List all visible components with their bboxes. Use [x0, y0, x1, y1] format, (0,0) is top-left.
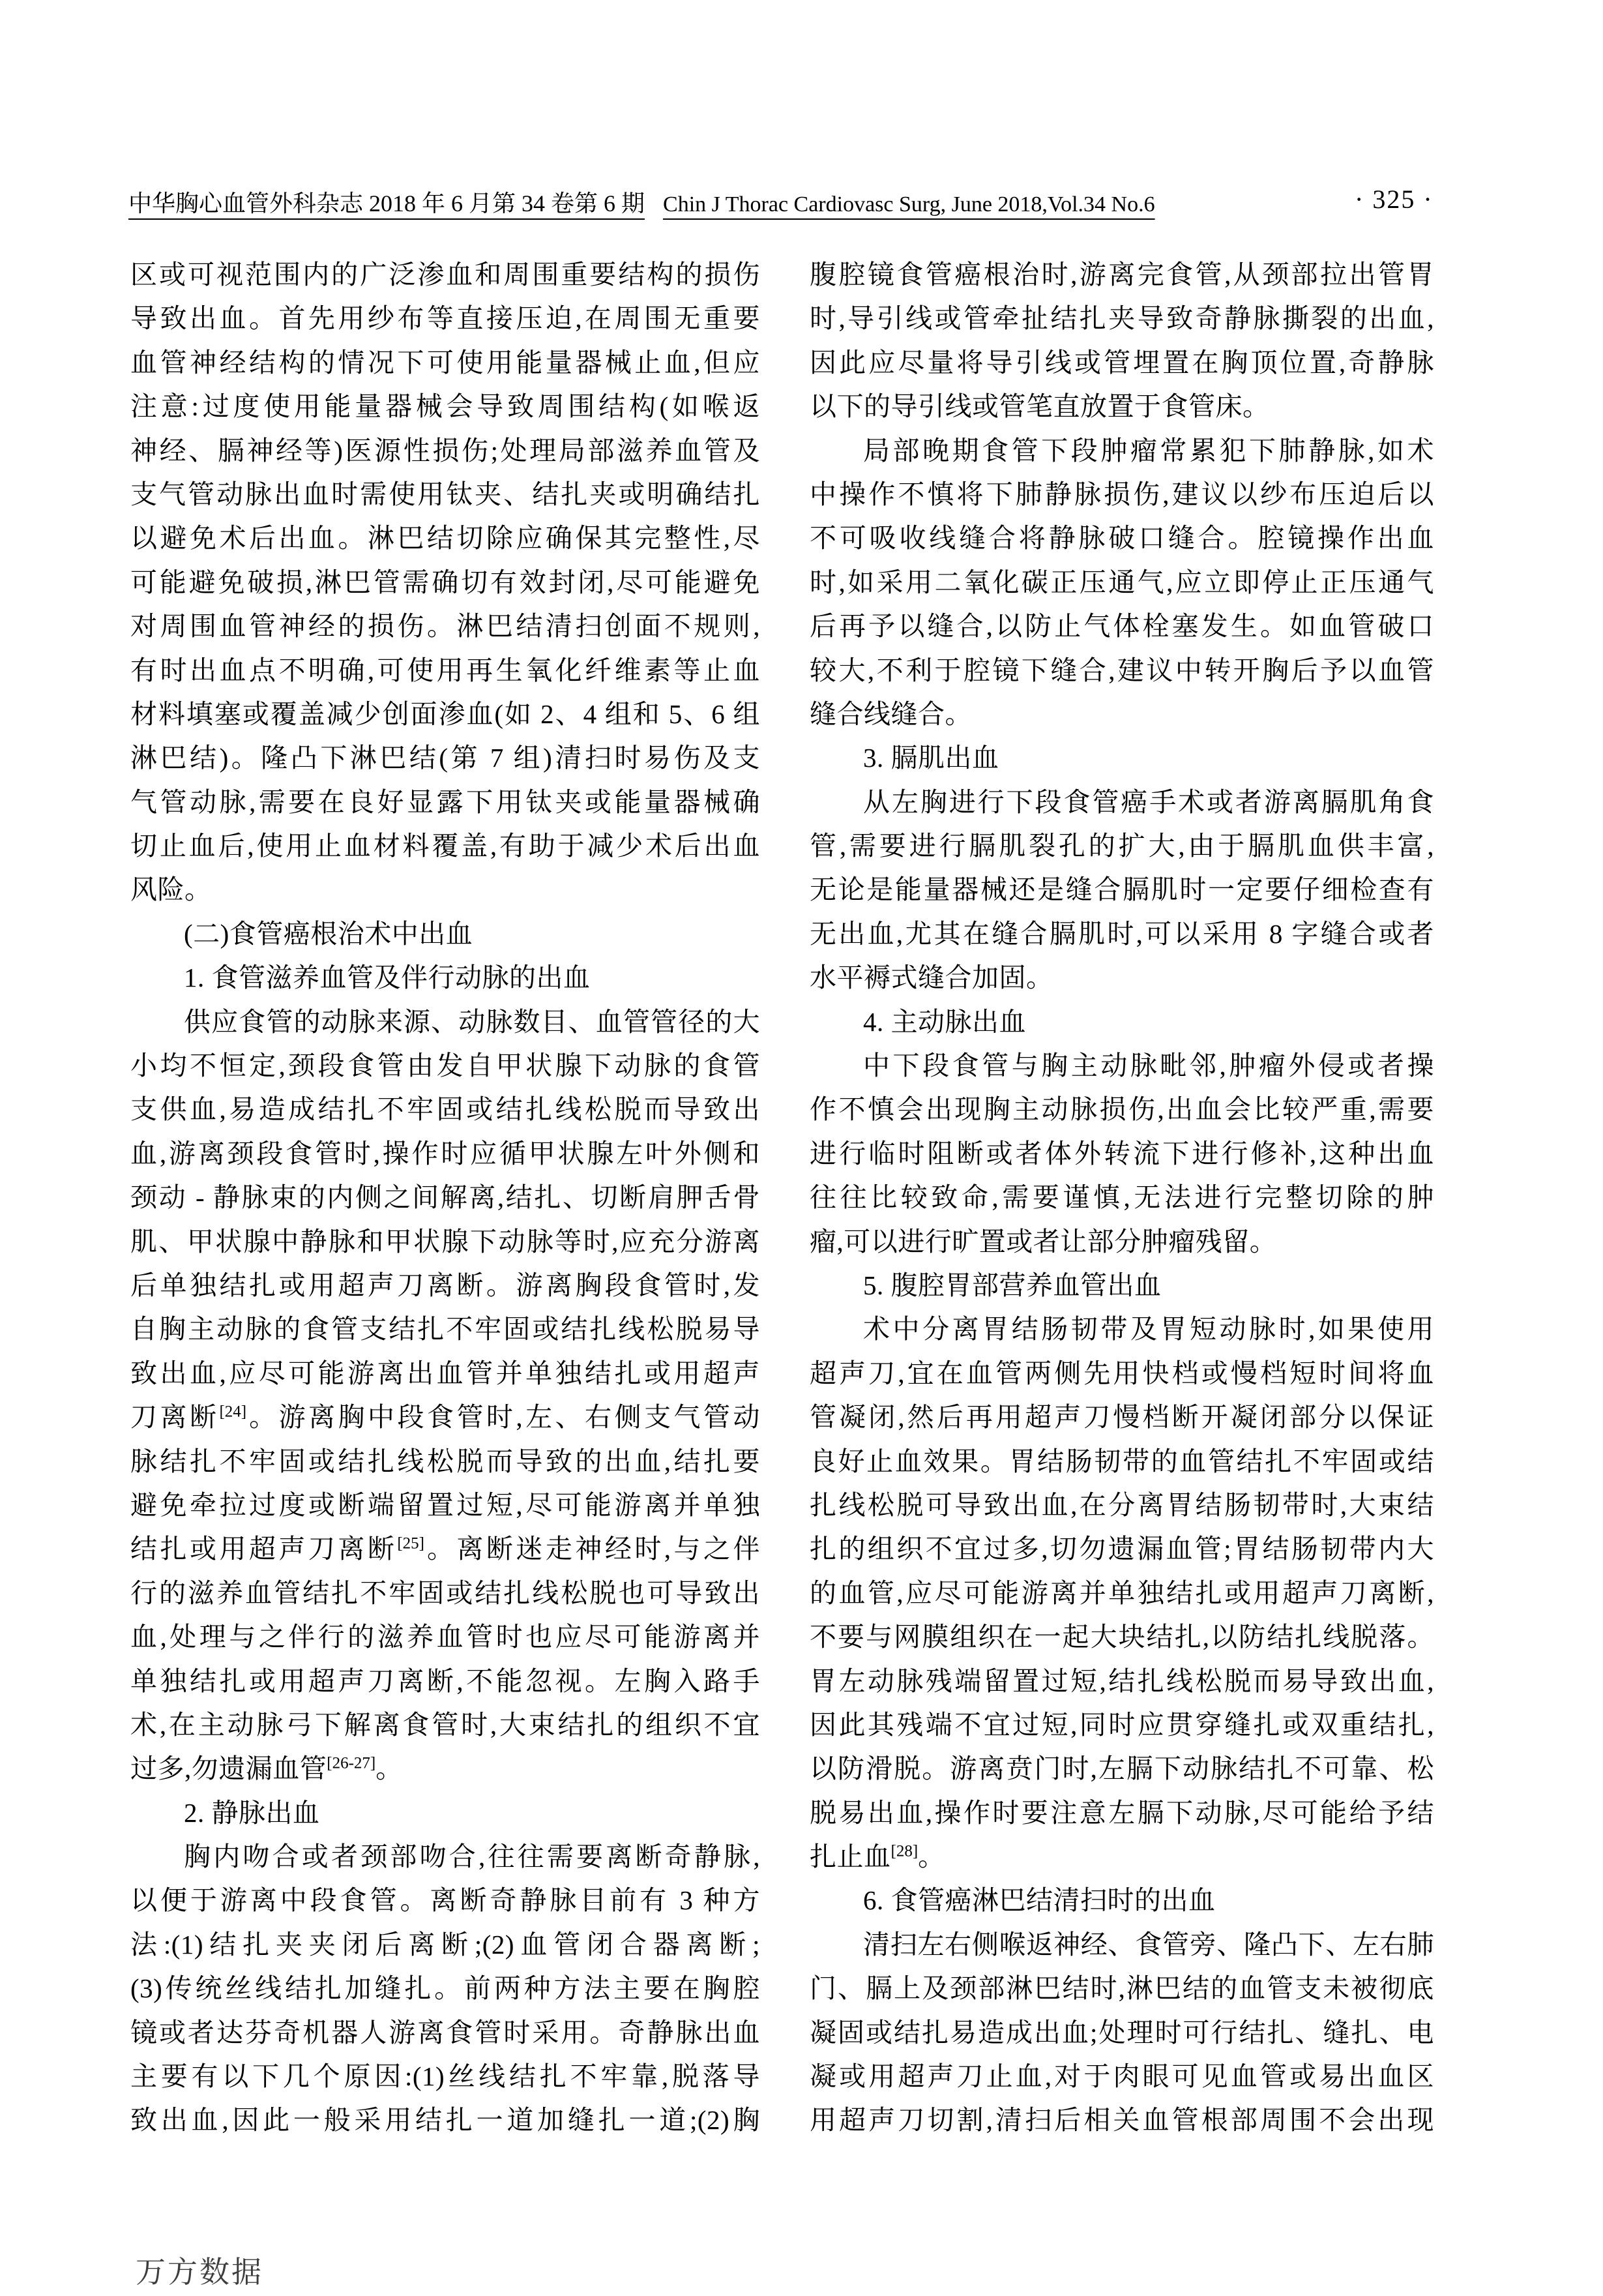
citation-ref: [25]	[397, 1534, 424, 1553]
text-line: 因此其残端不宜过短,同时应贯穿缝扎或双重结扎,	[810, 1709, 1434, 1740]
text-line: 超声刀,宜在血管两侧先用快档或慢档短时间将血	[810, 1358, 1434, 1388]
journal-title-en: Chin J Thorac Cardiovasc Surg, June 2018,Vol.34 No.6	[663, 192, 1155, 216]
text-line: 脉结扎不牢固或结扎线松脱而导致的出血,结扎要	[130, 1446, 760, 1476]
text-line: 法:(1)结扎夹夹闭后离断;(2)血管闭合器离断;	[130, 1929, 760, 1960]
citation-ref: [24]	[219, 1403, 247, 1421]
text-line: 胸内吻合或者颈部吻合,往往需要离断奇静脉,	[184, 1841, 760, 1872]
text-line: 往往比较致命,需要谨慎,无法进行完整切除的肿	[810, 1182, 1434, 1213]
text-line: 1. 食管滋养血管及伴行动脉的出血	[184, 962, 591, 993]
text-line: 支气管动脉出血时需使用钛夹、结扎夹或明确结扎	[130, 479, 760, 509]
text-line: 血,游离颈段食管时,操作时应循甲状腺左叶外侧和	[130, 1138, 760, 1169]
text-line: 致出血,因此一般采用结扎一道加缝扎一道;(2)胸	[130, 2105, 760, 2136]
text-line: 镜或者达芬奇机器人游离食管时采用。奇静脉出血	[130, 2017, 760, 2048]
text-line: 水平褥式缝合加固。	[810, 962, 1053, 993]
text-line: 不要与网膜组织在一起大块结扎,以防结扎线脱落。	[810, 1622, 1434, 1652]
text-line: (二)食管癌根治术中出血	[184, 918, 473, 949]
text-line: 清扫左右侧喉返神经、食管旁、隆凸下、左右肺	[863, 1929, 1434, 1960]
text-line: 切止血后,使用止血材料覆盖,有助于减少术后出血	[130, 831, 760, 861]
text-line: 管凝闭,然后再用超声刀慢档断开凝闭部分以保证	[810, 1402, 1434, 1433]
text-line: 结扎或用超声刀离断[25]。离断迷走神经时,与之伴	[130, 1534, 761, 1564]
text-line: 术,在主动脉弓下解离食管时,大束结扎的组织不宜	[130, 1709, 760, 1740]
text-line: 2. 静脉出血	[184, 1797, 320, 1828]
text-line: 以避免术后出血。淋巴结切除应确保其完整性,尽	[130, 523, 760, 554]
right-column	[810, 253, 1434, 2143]
text-line: 5. 腹腔胃部营养血管出血	[863, 1270, 1162, 1300]
text-line: 风险。	[130, 874, 212, 905]
text-line: 脱易出血,操作时要注意左膈下动脉,尽可能给予结	[810, 1797, 1434, 1828]
text-line: 致出血,应尽可能游离出血管并单独结扎或用超声	[130, 1358, 760, 1388]
text-line: 自胸主动脉的食管支结扎不牢固或结扎线松脱易导	[130, 1314, 760, 1345]
text-line: 可能避免破损,淋巴管需确切有效封闭,尽可能避免	[130, 567, 760, 597]
text-line: 供应食管的动脉来源、动脉数目、血管管径的大	[184, 1006, 760, 1037]
text-line: 腹腔镜食管癌根治时,游离完食管,从颈部拉出管胃	[810, 260, 1434, 290]
text-line: 凝或用超声刀止血,对于肉眼可见血管或易出血区	[810, 2061, 1434, 2092]
text-line: 瘤,可以进行旷置或者让部分肿瘤残留。	[810, 1226, 1277, 1257]
text-line: 注意:过度使用能量器械会导致周围结构(如喉返	[130, 391, 760, 422]
text-line: 管,需要进行膈肌裂孔的扩大,由于膈肌血供丰富,	[810, 831, 1434, 861]
text-line: 导致出血。首先用纱布等直接压迫,在周围无重要	[130, 303, 760, 334]
left-column	[130, 253, 760, 2143]
text-line: 以防滑脱。游离贲门时,左膈下动脉结扎不可靠、松	[810, 1753, 1434, 1784]
journal-title-cn: 中华胸心血管外科杂志 2018 年 6 月第 34 卷第 6 期	[128, 190, 645, 216]
text-line: 时,导引线或管牵扯结扎夹导致奇静脉撕裂的出血,	[810, 303, 1434, 334]
text-line: 以便于游离中段食管。离断奇静脉目前有 3 种方	[130, 1885, 760, 1916]
text-line: 有时出血点不明确,可使用再生氧化纤维素等止血	[130, 655, 760, 685]
text-line: 凝固或结扎易造成出血;处理时可行结扎、缝扎、电	[810, 2017, 1434, 2048]
text-line: 中下段食管与胸主动脉毗邻,肿瘤外侵或者操	[863, 1051, 1434, 1081]
text-line: 血,处理与之伴行的滋养血管时也应尽可能游离并	[130, 1622, 760, 1652]
text-line: 神经、膈神经等)医源性损伤;处理局部滋养血管及	[130, 435, 760, 466]
running-head	[128, 190, 1155, 216]
text-line: 门、膈上及颈部淋巴结时,淋巴结的血管支未被彻底	[810, 1973, 1434, 2004]
text-line: 对周围血管神经的损伤。淋巴结清扫创面不规则,	[130, 611, 760, 642]
text-line: 避免牵拉过度或断端留置过短,尽可能游离并单独	[130, 1489, 760, 1520]
text-line: 扎的组织不宜过多,切勿遗漏血管;胃结肠韧带内大	[810, 1534, 1434, 1564]
text-line: 以下的导引线或管笔直放置于食管床。	[810, 391, 1270, 422]
text-line: 术中分离胃结肠韧带及胃短动脉时,如果使用	[863, 1314, 1434, 1345]
text-line: 从左胸进行下段食管癌手术或者游离膈肌角食	[863, 786, 1434, 817]
text-line: 3. 膈肌出血	[863, 743, 999, 773]
citation-ref: [26-27]	[327, 1754, 376, 1772]
text-line: 材料填塞或覆盖减少创面渗血(如 2、4 组和 5、6 组	[130, 698, 760, 729]
text-line: 因此应尽量将导引线或管埋置在胸顶位置,奇静脉	[810, 347, 1434, 378]
wanfang-watermark: 万方数据	[136, 2255, 263, 2289]
text-line: 6. 食管癌淋巴结清扫时的出血	[863, 1885, 1216, 1916]
text-line: 支供血,易造成结扎不牢固或结扎线松脱而导致出	[130, 1094, 760, 1125]
text-line: 用超声刀切割,清扫后相关血管根部周围不会出现	[810, 2105, 1434, 2136]
text-line: 后再予以缝合,以防止气体栓塞发生。如血管破口	[810, 611, 1434, 642]
text-line: 局部晚期食管下段肿瘤常累犯下肺静脉,如术	[863, 435, 1434, 466]
text-line: 小均不恒定,颈段食管由发自甲状腺下动脉的食管	[130, 1051, 760, 1081]
text-line: (3)传统丝线结扎加缝扎。前两种方法主要在胸腔	[130, 1973, 760, 2004]
page-number: · 325 ·	[1355, 185, 1434, 214]
text-line: 单独结扎或用超声刀离断,不能忽视。左胸入路手	[130, 1665, 760, 1696]
text-line: 中操作不慎将下肺静脉损伤,建议以纱布压迫后以	[810, 479, 1434, 509]
text-line: 过多,勿遗漏血管[26-27]。	[130, 1753, 403, 1784]
text-line: 刀离断[24]。游离胸中段食管时,左、右侧支气管动	[130, 1402, 761, 1433]
text-line: 的血管,应尽可能游离并单独结扎或用超声刀离断,	[810, 1577, 1434, 1608]
text-line: 气管动脉,需要在良好显露下用钛夹或能量器械确	[130, 786, 760, 817]
text-line: 行的滋养血管结扎不牢固或结扎线松脱也可导致出	[130, 1577, 760, 1608]
text-line: 颈动 - 静脉束的内侧之间解离,结扎、切断肩胛舌骨	[130, 1182, 760, 1213]
text-line: 进行临时阻断或者体外转流下进行修补,这种出血	[810, 1138, 1434, 1169]
text-line: 肌、甲状腺中静脉和甲状腺下动脉等时,应充分游离	[130, 1226, 760, 1257]
page-header	[128, 185, 1341, 218]
text-line: 无论是能量器械还是缝合膈肌时一定要仔细检查有	[810, 874, 1434, 905]
citation-ref: [28]	[890, 1842, 919, 1860]
text-line: 淋巴结)。隆凸下淋巴结(第 7 组)清扫时易伤及支	[130, 743, 760, 773]
text-line: 4. 主动脉出血	[863, 1006, 1026, 1037]
text-line: 主要有以下几个原因:(1)丝线结扎不牢靠,脱落导	[130, 2061, 760, 2092]
text-line: 血管神经结构的情况下可使用能量器械止血,但应	[130, 347, 760, 378]
text-line: 后单独结扎或用超声刀离断。游离胸段食管时,发	[130, 1270, 760, 1300]
text-line: 胃左动脉残端留置过短,结扎线松脱而易导致出血,	[810, 1665, 1434, 1696]
text-line: 不可吸收线缝合将静脉破口缝合。腔镜操作出血	[810, 523, 1434, 554]
text-line: 时,如采用二氧化碳正压通气,应立即停止正压通气	[810, 567, 1434, 597]
text-line: 缝合线缝合。	[810, 698, 972, 729]
text-line: 作不慎会出现胸主动脉损伤,出血会比较严重,需要	[810, 1094, 1434, 1125]
text-line: 较大,不利于腔镜下缝合,建议中转开胸后予以血管	[810, 655, 1434, 685]
text-line: 良好止血效果。胃结肠韧带的血管结扎不牢固或结	[810, 1446, 1434, 1476]
text-line: 扎线松脱可导致出血,在分离胃结肠韧带时,大束结	[810, 1489, 1434, 1520]
text-line: 无出血,尤其在缝合膈肌时,可以采用 8 字缝合或者	[810, 918, 1434, 949]
text-line: 区或可视范围内的广泛渗血和周围重要结构的损伤	[130, 260, 760, 290]
text-line: 扎止血[28]。	[810, 1841, 945, 1872]
